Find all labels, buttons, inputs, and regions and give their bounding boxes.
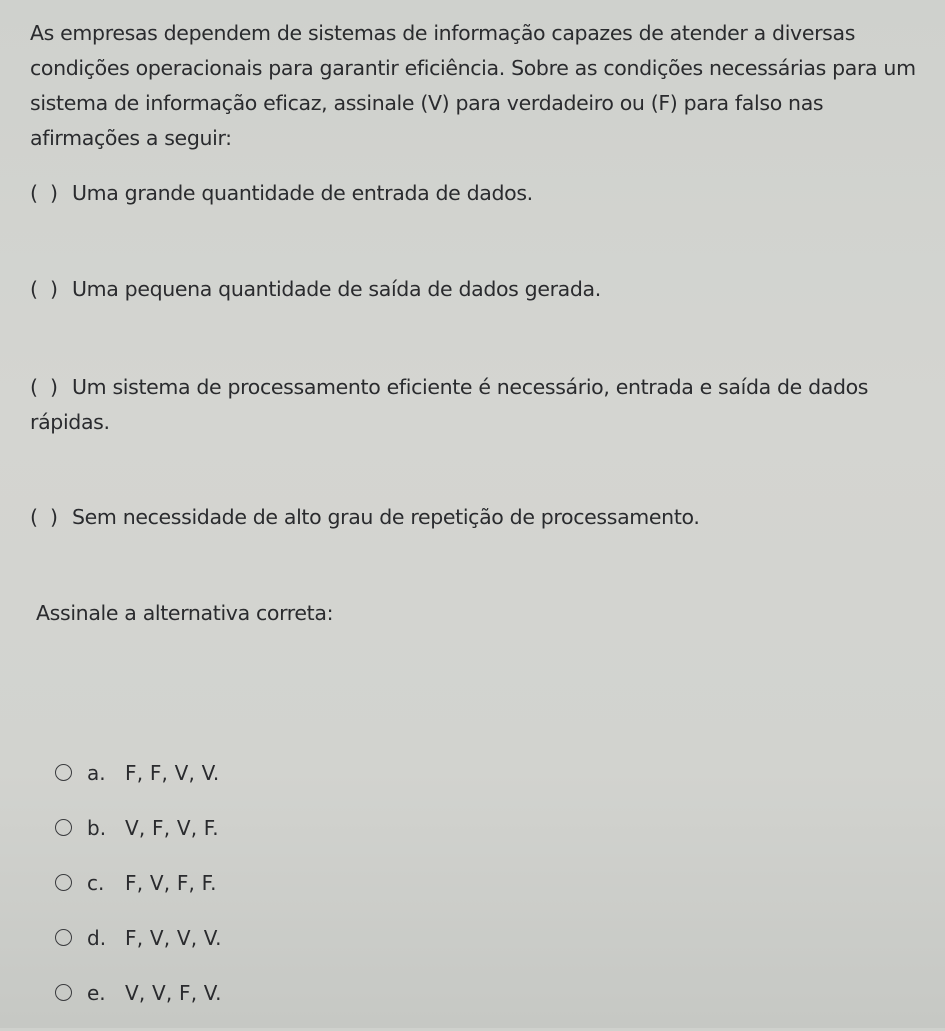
statement-4-text: Sem necessidade de alto grau de repetição de processamento.	[72, 505, 700, 529]
option-d[interactable]	[55, 921, 222, 976]
option-b-letter: b.	[87, 816, 107, 840]
option-d-text: F, V, V, V.	[125, 926, 222, 950]
option-a-letter: a.	[87, 761, 106, 785]
statement-4-marker: ( )	[30, 505, 58, 529]
question-intro: As empresas dependem de sistemas de informação capazes de atender a diversas condições operacionais para garantir eficiência. Sobre as condições necessárias para um sistema de informação eficaz, assinale (V) para verdadeiro ou (F) para falso nas afirmações a seguir:	[30, 21, 916, 150]
answer-options	[55, 756, 222, 1031]
option-b[interactable]	[55, 811, 222, 866]
option-e-text: V, V, F, V.	[125, 981, 222, 1005]
radio-d[interactable]	[55, 929, 72, 946]
option-c-letter: c.	[87, 871, 105, 895]
option-b-text: V, F, V, F.	[125, 816, 219, 840]
option-c-text: F, V, F, F.	[125, 871, 217, 895]
statement-1-marker: ( )	[30, 181, 58, 205]
statement-2-marker: ( )	[30, 277, 58, 301]
statement-3-text: Um sistema de processamento eficiente é necessário, entrada e saída de dados rápidas.	[30, 375, 869, 434]
statement-3	[30, 370, 930, 440]
statement-1	[30, 176, 930, 211]
option-e-letter: e.	[87, 981, 106, 1005]
radio-b[interactable]	[55, 819, 72, 836]
option-e[interactable]	[55, 976, 222, 1031]
option-a[interactable]	[55, 756, 222, 811]
radio-c[interactable]	[55, 874, 72, 891]
statement-3-marker: ( )	[30, 375, 58, 399]
statement-4	[30, 500, 930, 535]
radio-e[interactable]	[55, 984, 72, 1001]
option-d-letter: d.	[87, 926, 107, 950]
statement-1-text: Uma grande quantidade de entrada de dados.	[72, 181, 533, 205]
statement-2-text: Uma pequena quantidade de saída de dados gerada.	[72, 277, 601, 301]
radio-a[interactable]	[55, 764, 72, 781]
answer-prompt: Assinale a alternativa correta:	[36, 601, 334, 625]
option-a-text: F, F, V, V.	[125, 761, 220, 785]
statement-2	[30, 272, 930, 307]
option-c[interactable]	[55, 866, 222, 921]
